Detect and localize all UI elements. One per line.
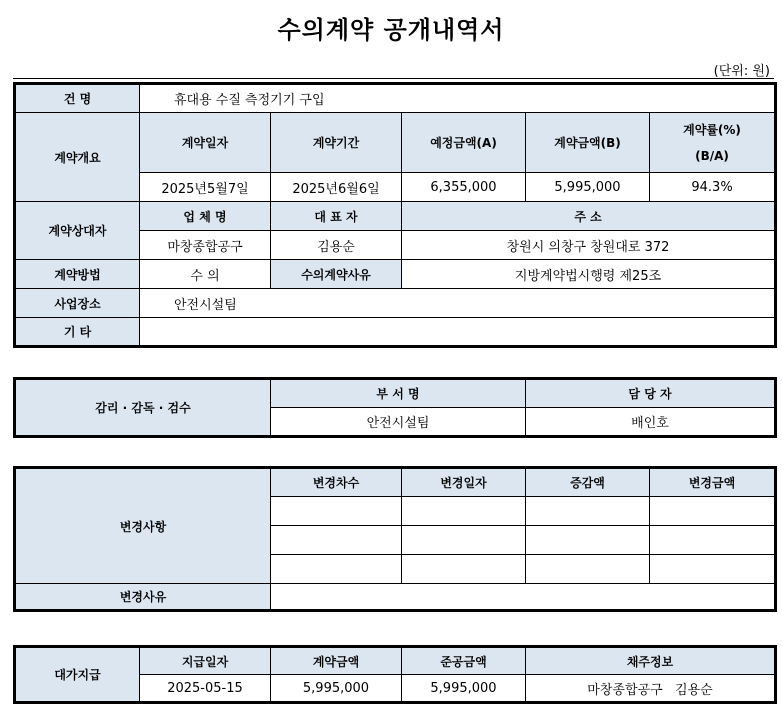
person-header: 담 당 자	[526, 379, 776, 408]
change-count-cell	[271, 497, 402, 526]
contract-date-header: 계약일자	[140, 113, 271, 173]
company-value: 마창종합공구	[140, 231, 271, 260]
payment-label: 대가지급	[15, 647, 140, 703]
reason-value: 지방계약법시행령 제25조	[402, 260, 776, 289]
overview-label: 계약개요	[15, 113, 140, 202]
estimated-amount-header: 예정금액(A)	[402, 113, 526, 173]
contract-period-value: 2025년6월6일	[271, 173, 402, 202]
company-header: 업 체 명	[140, 202, 271, 231]
change-amount-cell	[650, 526, 776, 555]
creditor-value: 마창종합공구 김용순	[526, 675, 776, 703]
inspection-label: 감리 · 감독 · 검수	[15, 379, 271, 437]
site-value: 안전시설팀	[140, 289, 776, 318]
change-date-header: 변경일자	[402, 468, 526, 497]
dept-value: 안전시설팀	[271, 408, 526, 437]
address-value: 창원시 의창구 창원대로 372	[402, 231, 776, 260]
name-value: 휴대용 수질 측정기기 구입	[140, 84, 776, 113]
changes-label: 변경사항	[15, 468, 271, 584]
name-label: 건 명	[15, 84, 140, 113]
unit-label: (단위: 원)	[713, 64, 770, 79]
change-delta-cell	[526, 555, 650, 584]
payment-completion-amount-value: 5,995,000	[402, 675, 526, 703]
etc-value	[140, 318, 776, 347]
person-value: 배인호	[526, 408, 776, 437]
change-count-cell	[271, 555, 402, 584]
payment-completion-amount-header: 준공금액	[402, 647, 526, 675]
change-reason-label: 변경사유	[15, 584, 271, 611]
change-date-cell	[402, 526, 526, 555]
contract-amount-header: 계약금액(B)	[526, 113, 650, 173]
change-count-header: 변경차수	[271, 468, 402, 497]
changes-table	[13, 466, 777, 612]
payment-date-header: 지급일자	[140, 647, 271, 675]
payment-contract-amount-value: 5,995,000	[271, 675, 402, 703]
change-delta-cell	[526, 526, 650, 555]
party-label: 계약상대자	[15, 202, 140, 260]
change-amount-cell	[650, 497, 776, 526]
payment-date-value: 2025-05-15	[140, 675, 271, 703]
reason-label: 수의계약사유	[271, 260, 402, 289]
change-amount-header: 변경금액	[650, 468, 776, 497]
change-reason-value	[271, 584, 776, 611]
top-divider	[13, 78, 774, 79]
change-count-cell	[271, 526, 402, 555]
change-date-cell	[402, 497, 526, 526]
change-delta-cell	[526, 497, 650, 526]
contract-rate-header-line1: 계약률(%)	[683, 122, 741, 137]
creditor-header: 채주정보	[526, 647, 776, 675]
contract-table	[13, 82, 777, 348]
contract-rate-header	[650, 113, 776, 173]
representative-header: 대 표 자	[271, 202, 402, 231]
etc-label: 기 타	[15, 318, 140, 347]
contract-amount-value: 5,995,000	[526, 173, 650, 202]
inspection-table	[13, 377, 777, 438]
contract-rate-value: 94.3%	[650, 173, 776, 202]
change-date-cell	[402, 555, 526, 584]
site-label: 사업장소	[15, 289, 140, 318]
address-header: 주 소	[402, 202, 776, 231]
page-title: 수의계약 공개내역서	[277, 16, 505, 44]
contract-date-value: 2025년5월7일	[140, 173, 271, 202]
method-label: 계약방법	[15, 260, 140, 289]
change-delta-header: 증감액	[526, 468, 650, 497]
change-amount-cell	[650, 555, 776, 584]
payment-contract-amount-header: 계약금액	[271, 647, 402, 675]
estimated-amount-value: 6,355,000	[402, 173, 526, 202]
dept-header: 부 서 명	[271, 379, 526, 408]
representative-value: 김용순	[271, 231, 402, 260]
method-value: 수 의	[140, 260, 271, 289]
contract-period-header: 계약기간	[271, 113, 402, 173]
payment-table	[13, 645, 777, 704]
contract-rate-header-line2: (B/A)	[695, 148, 729, 163]
